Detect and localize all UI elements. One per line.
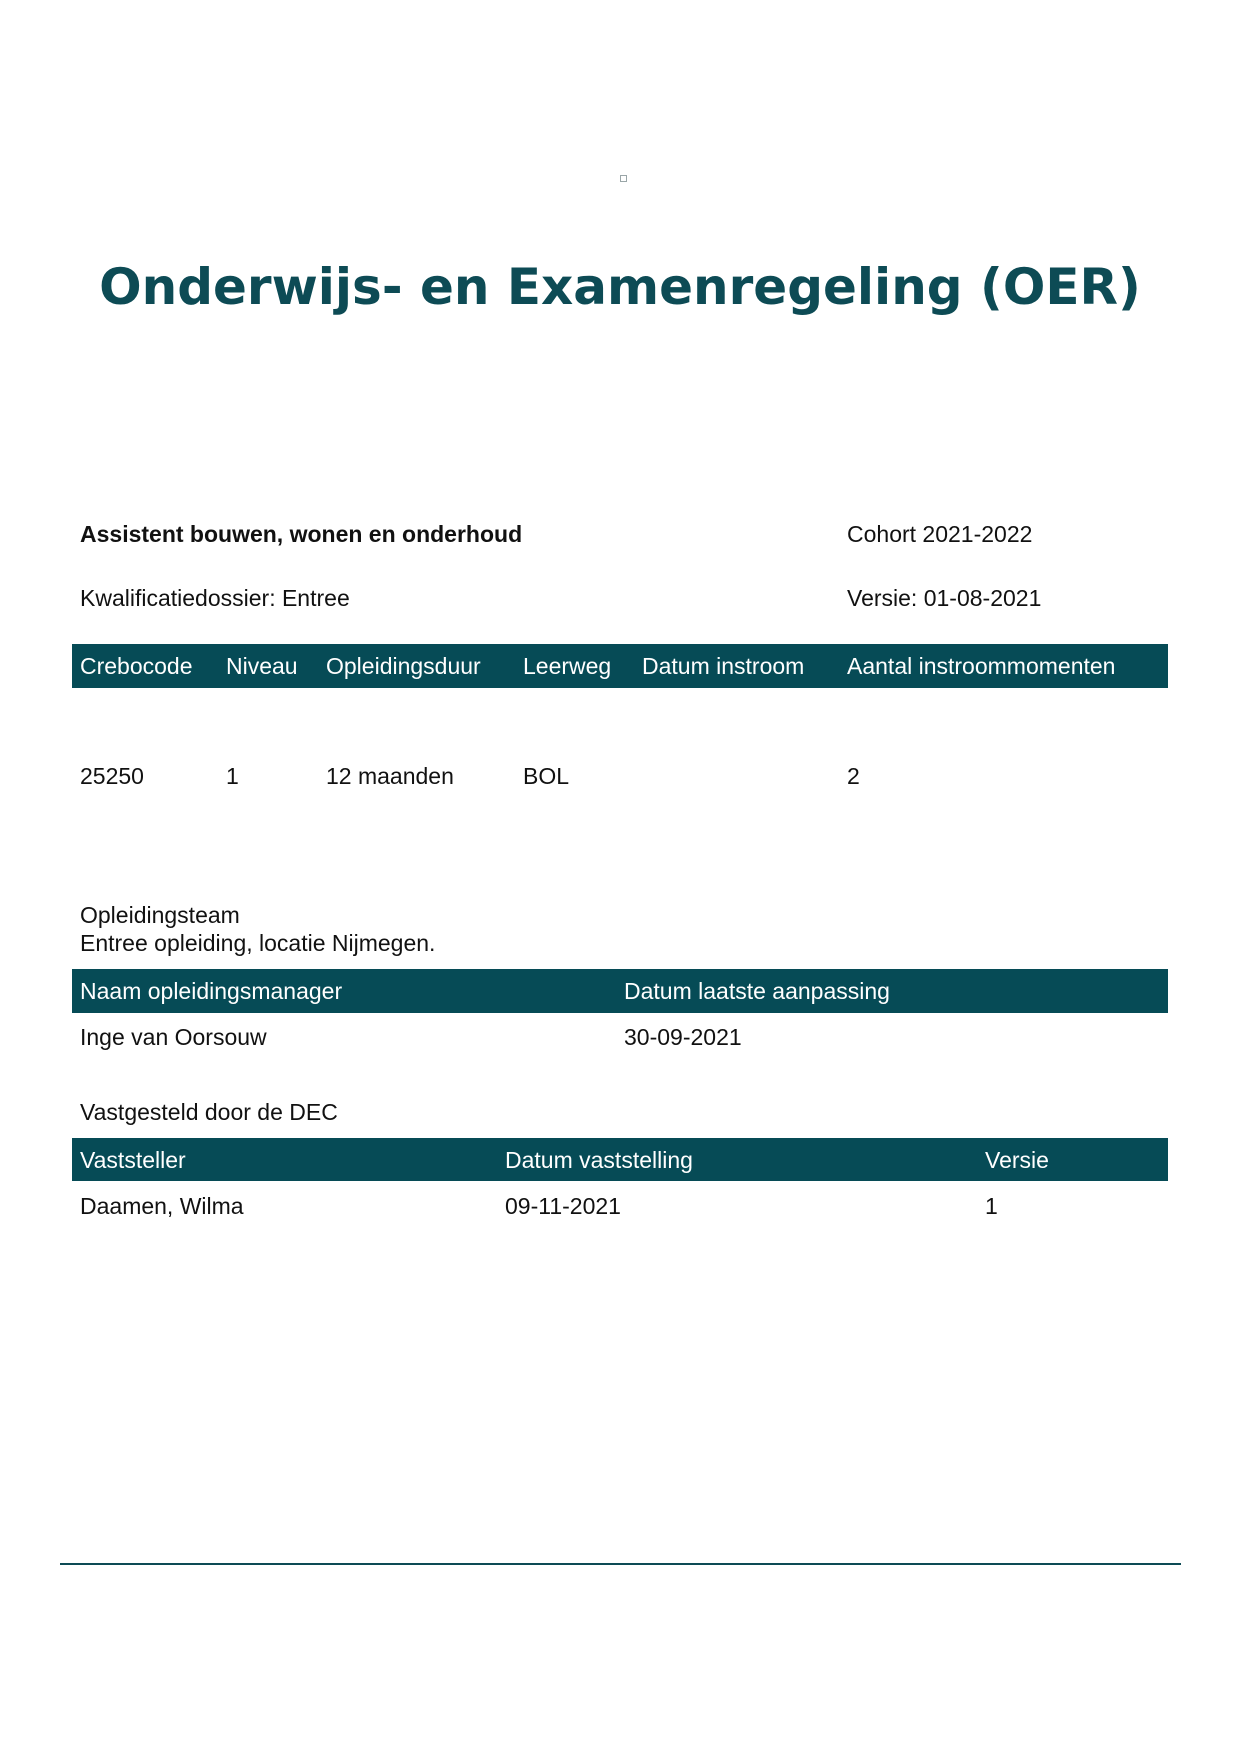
header-niveau: Niveau	[226, 653, 298, 679]
cell-last-modified: 30-09-2021	[624, 1024, 742, 1050]
version-label: Versie: 01-08-2021	[847, 585, 1042, 611]
programme-name: Assistent bouwen, wonen en onderhoud	[80, 521, 523, 547]
manager-table-header	[72, 969, 1168, 1013]
cell-vaststeller: Daamen, Wilma	[80, 1193, 244, 1219]
header-leerweg: Leerweg	[523, 653, 612, 679]
header-aantal-instroommomenten: Aantal instroommomenten	[847, 653, 1116, 679]
header-datum-instroom: Datum instroom	[642, 653, 805, 679]
page-title: Onderwijs- en Examenregeling (OER)	[99, 258, 1141, 316]
team-value: Entree opleiding, locatie Nijmegen.	[80, 930, 436, 956]
team-label: Opleidingsteam	[80, 902, 240, 928]
header-versie: Versie	[985, 1147, 1049, 1173]
dec-table-header	[72, 1138, 1168, 1181]
cell-versie: 1	[985, 1193, 998, 1219]
footer-divider	[60, 1563, 1181, 1565]
header-datum-vaststelling: Datum vaststelling	[505, 1147, 693, 1173]
header-crebocode: Crebocode	[80, 653, 193, 679]
cell-aantal-instroommomenten: 2	[847, 763, 860, 789]
dec-label: Vastgesteld door de DEC	[80, 1099, 338, 1125]
kwalificatiedossier-label: Kwalificatiedossier: Entree	[80, 585, 350, 611]
cohort-label: Cohort 2021-2022	[847, 521, 1033, 547]
details-table-header	[72, 644, 1168, 688]
cell-niveau: 1	[226, 763, 239, 789]
header-naam-opleidingsmanager: Naam opleidingsmanager	[80, 978, 343, 1004]
cell-leerweg: BOL	[523, 763, 570, 789]
logo-placeholder-icon	[620, 175, 627, 182]
cell-crebocode: 25250	[80, 763, 144, 789]
header-opleidingsduur: Opleidingsduur	[326, 653, 481, 679]
cell-opleidingsduur: 12 maanden	[326, 763, 454, 789]
cell-datum-vaststelling: 09-11-2021	[505, 1193, 621, 1219]
header-vaststeller: Vaststeller	[80, 1147, 186, 1173]
cell-manager-name: Inge van Oorsouw	[80, 1024, 267, 1050]
header-datum-laatste-aanpassing: Datum laatste aanpassing	[624, 978, 890, 1004]
